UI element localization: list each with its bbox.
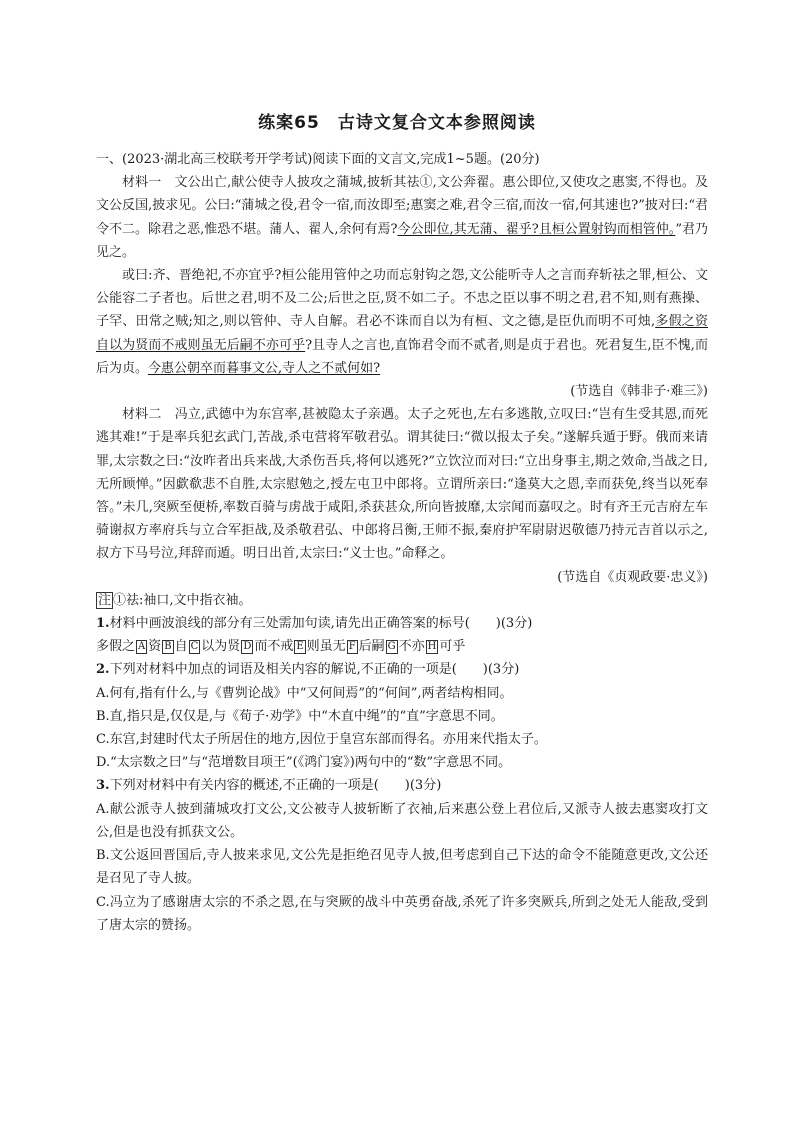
q2-option-b: B.直,指只是,仅仅是,与《荀子·劝学》中“木直中绳”的“直”字意思不同。 xyxy=(96,708,504,724)
option-letter: A xyxy=(138,641,146,653)
material2-paragraph: 材料二 冯立,武德中为东宫率,甚被隐太子亲遇。太子之死也,左右多逃散,立叹曰:“岂有生受其恩,而死逃其难!”于是率兵犯玄武门,苦战,杀屯营将军敬君弘。谓其徒曰:“微以报太子矣。”遂解兵遁于野。俄而来请罪,太宗数之曰:“汝昨者出兵来战,大杀伤吾兵,将何以逃死?”立饮泣而对曰:“立出身事主,期之效命,当战之日,无所顾惮。”因歔欷悲不自胜,太宗慰勉之,授左屯卫中郎将。立谓所亲曰:“逢莫大之恩,幸而获免,终当以死奉答。”未几,突厥至便桥,率数百骑与虏战于咸阳,杀获甚众,所向皆披靡,太宗闻而嘉叹之。时有齐王元吉府左车骑谢叔方率府兵与立合军拒战,及杀敬君弘、中郎将吕衡,王师不振,秦府护军尉尉迟敬德乃持元吉首以示之,叔方下马号泣,拜辞而遁。明日出首,太宗曰:“义士也。”命释之。 xyxy=(96,407,708,562)
q1-segments: 多假之 A 资 B 自 C 以为贤 D 而不戒 E 则虽无 F 后嗣 G 不亦 H 可乎 xyxy=(96,639,466,655)
question-2: 2.下列对材料中加点的词语及相关内容的解说,不正确的一项是( )(3分) xyxy=(96,662,520,678)
section-header: 一、(2023·湖北高三校联考开学考试)阅读下面的文言文,完成1~5题。(20分) xyxy=(96,152,540,167)
content xyxy=(96,148,708,937)
material1-paragraph2: 或曰:齐、晋绝祀,不亦宜乎?桓公能用管仲之功而忘射钩之怨,文公能听寺人之言而弃斩祛之罪,桓公、文公能容二子者也。后世之君,明不及二公;后世之臣,贤不如二子。不忠之臣以事不明之君,君不知,则有燕操、子罕、田常之贼;知之,则以管仲、寺人自解。君必不诛而自以为有桓、文之德,是臣仇而明不可烛,多假之资自以为贤而不戒则虽无后嗣不亦可乎?且寺人之言也,直饰君令而不贰者,则是贞于君也。死君复生,臣不愧,而后为贞。今惠公朝卒而暮事文公,寺人之不贰何如? xyxy=(96,268,708,376)
underlined-sentence: 今公即位,其无蒲、翟乎?且桓公置射钩而相管仲。 xyxy=(397,221,676,237)
option-letter: E xyxy=(296,641,304,653)
q2-option-d: D.“太宗数之曰”与“范增数目项王”(《鸿门宴》)两句中的“数”字意思不同。 xyxy=(96,755,512,771)
underlined-sentence: 今惠公朝卒而暮事文公,寺人之不贰何如? xyxy=(148,360,381,376)
material1-label: 材料一 xyxy=(122,175,162,191)
material2-label: 材料二 xyxy=(122,407,162,423)
q2-option-a: A.何有,指有什么,与《曹刿论战》中“又何间焉”的“何间”,两者结构相同。 xyxy=(96,685,513,701)
material1-source: (节选自《韩非子·难三》) xyxy=(570,384,708,400)
q3-option-a: A.献公派寺人披到蒲城攻打文公,文公被寺人披斩断了衣袖,后来惠公登上君位后,又派寺人披去惠窦攻打文公,但是也没有抓获文公。 xyxy=(96,801,708,840)
note-tag: 注 xyxy=(98,592,112,608)
footnote: 注 ①祛:袖口,文中指衣袖。 xyxy=(98,592,252,608)
option-letter: F xyxy=(348,641,356,653)
question-1: 1.材料中画波浪线的部分有三处需加句读,请先出正确答案的标号( )(3分) xyxy=(96,616,533,632)
page-title xyxy=(0,108,794,133)
q3-option-b: B.文公返回晋国后,寺人披来求见,文公先是拒绝召见寺人披,但考虑到自己下达的命令不能随意更改,文公还是召见了寺人披。 xyxy=(96,848,708,887)
option-letter: B xyxy=(164,641,172,653)
material1-paragraph1: 材料一 文公出亡,献公使寺人披攻之蒲城,披斩其祛①,文公奔翟。惠公即位,又使攻之惠窦,不得也。及文公反国,披求见。公曰:“蒲城之役,君令一宿,而汝即至;惠窦之难,君令三宿,而汝一宿,何其速也?”披对曰:“君令不二。除君之恶,惟恐不堪。蒲人、翟人,余何有焉?今公即位,其无蒲、翟乎?且桓公置射钩而相管仲。”君乃见之。 xyxy=(96,175,708,260)
option-letter: G xyxy=(387,641,396,653)
title-main: 古诗文复合文本参照阅读 xyxy=(337,113,536,133)
q3-option-c: C.冯立为了感谢唐太宗的不杀之恩,在与突厥的战斗中英勇奋战,杀死了许多突厥兵,所到之处无人能敌,受到了唐太宗的赞扬。 xyxy=(96,894,708,933)
option-letter: C xyxy=(190,641,199,653)
option-letter: D xyxy=(243,641,252,653)
q2-option-c: C.东宫,封建时代太子所居住的地方,因位于皇宫东部而得名。亦用来代指太子。 xyxy=(96,732,547,748)
option-letter: H xyxy=(427,641,437,653)
wavy-line-passage: 多假之资自以为贤而不戒则虽无后嗣不亦可乎 xyxy=(96,314,708,353)
material2-source: (节选自《贞观政要·忠义》) xyxy=(557,569,708,585)
question-3: 3.下列对材料中有关内容的概述,不正确的一项是( )(3分) xyxy=(96,778,442,794)
title-prefix: 练案65 xyxy=(258,113,320,133)
